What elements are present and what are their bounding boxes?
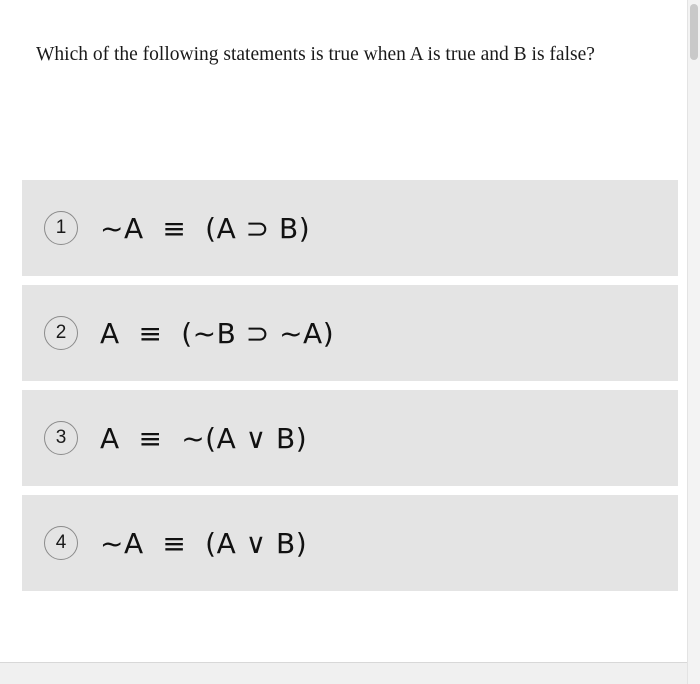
option-text-4: ~A ≡ (A ∨ B) — [100, 526, 308, 560]
answer-option-2[interactable] — [22, 285, 678, 381]
option-number-1: 1 — [44, 211, 78, 245]
option-text-2: A ≡ (~B ⊃ ~A) — [100, 316, 335, 350]
option-text-3: A ≡ ~(A ∨ B) — [100, 421, 308, 455]
bottom-bar — [0, 662, 687, 684]
scrollbar-thumb[interactable] — [690, 4, 698, 60]
answer-option-1[interactable] — [22, 180, 678, 276]
option-number-4: 4 — [44, 526, 78, 560]
option-number-2: 2 — [44, 316, 78, 350]
answer-option-4[interactable] — [22, 495, 678, 591]
answer-options-list — [22, 180, 678, 600]
vertical-scrollbar[interactable] — [687, 0, 700, 684]
answer-option-3[interactable] — [22, 390, 678, 486]
option-number-3: 3 — [44, 421, 78, 455]
question-text: Which of the following statements is true when A is true and B is false? — [36, 44, 595, 65]
option-text-1: ~A ≡ (A ⊃ B) — [100, 211, 311, 245]
